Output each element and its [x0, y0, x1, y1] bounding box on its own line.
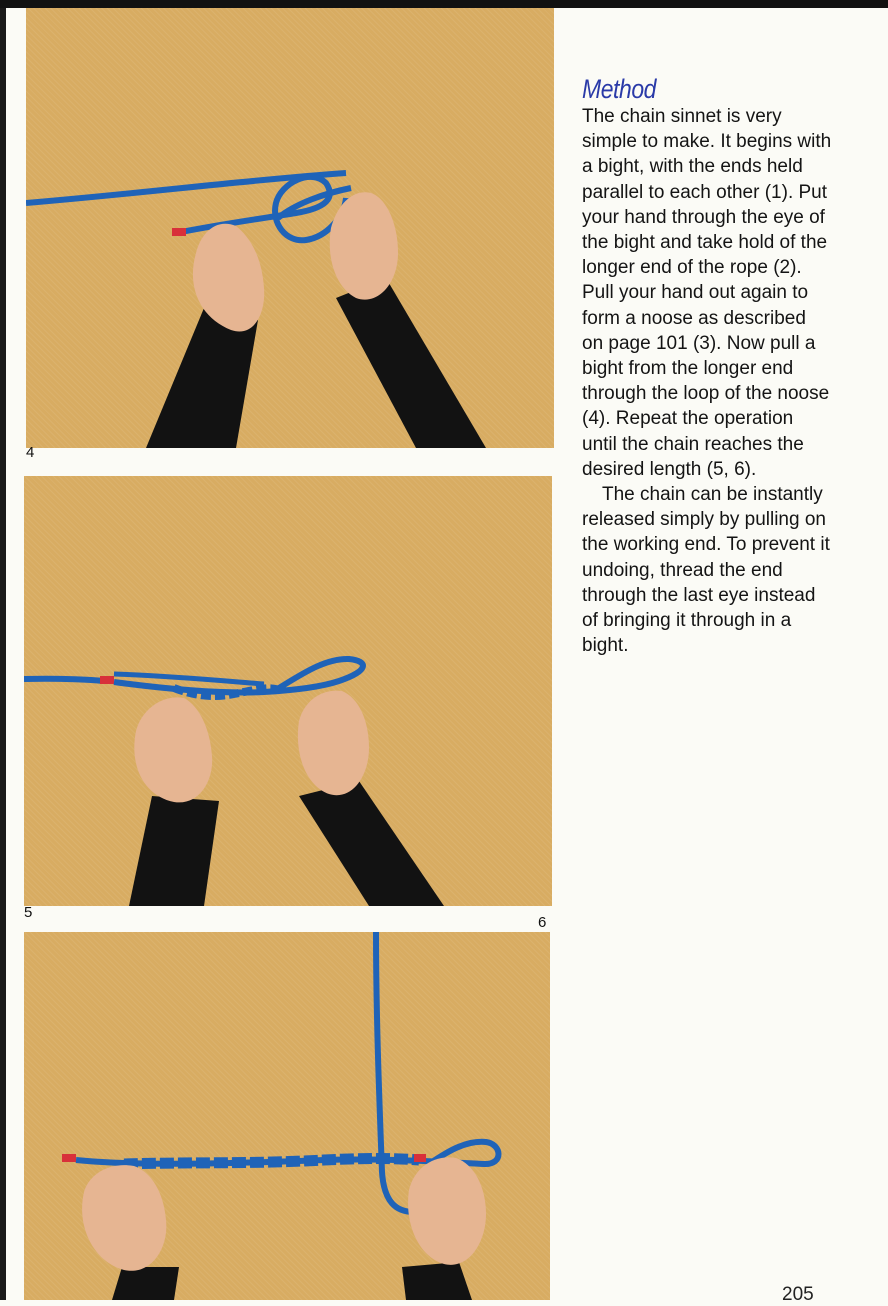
method-section — [582, 74, 832, 658]
rope-tape-end — [172, 228, 186, 236]
section-heading: Method — [582, 74, 657, 104]
rope-working-end — [376, 932, 414, 1212]
left-sleeve — [112, 1267, 179, 1300]
left-hand — [134, 697, 212, 802]
figure-label-5: 5 — [24, 904, 33, 921]
figure-label-6: 6 — [538, 914, 547, 931]
left-edge — [0, 8, 6, 1300]
top-edge — [0, 0, 888, 8]
rope-tape-end — [62, 1154, 76, 1162]
figure-label-4: 4 — [26, 444, 35, 461]
page-number: 205 — [782, 1284, 814, 1305]
right-sleeve — [402, 1262, 472, 1300]
right-hand — [408, 1157, 486, 1265]
right-sleeve — [299, 781, 444, 906]
rope-standing-part — [24, 679, 104, 681]
left-sleeve — [129, 796, 219, 906]
right-hand — [298, 691, 369, 796]
right-sleeve — [336, 278, 486, 448]
method-paragraph-1: The chain sinnet is very simple to make. It begins with a bight, with the ends held parallel to each other (1). Put your hand through the eye of the bight and take hold of the longer end of the rope (2). Pull your hand out again to form a noose as described on page 101 (3). Now pull a bight from the longer end through the loop of the noose (4). Repeat the operation until the chain reaches the desired length (5, 6). — [582, 106, 832, 480]
method-body — [582, 104, 832, 658]
photo-step-4 — [26, 8, 554, 448]
rope-tape-end — [100, 676, 114, 684]
photo-step-6 — [24, 932, 550, 1300]
photo-step-5 — [24, 476, 552, 906]
left-hand — [82, 1165, 166, 1271]
method-paragraph-2: The chain can be instantly released simply by pulling on the working end. To prevent it undoing, thread the end through the last eye instead of bringing it through in a bight. — [582, 484, 830, 657]
right-hand — [330, 192, 398, 299]
